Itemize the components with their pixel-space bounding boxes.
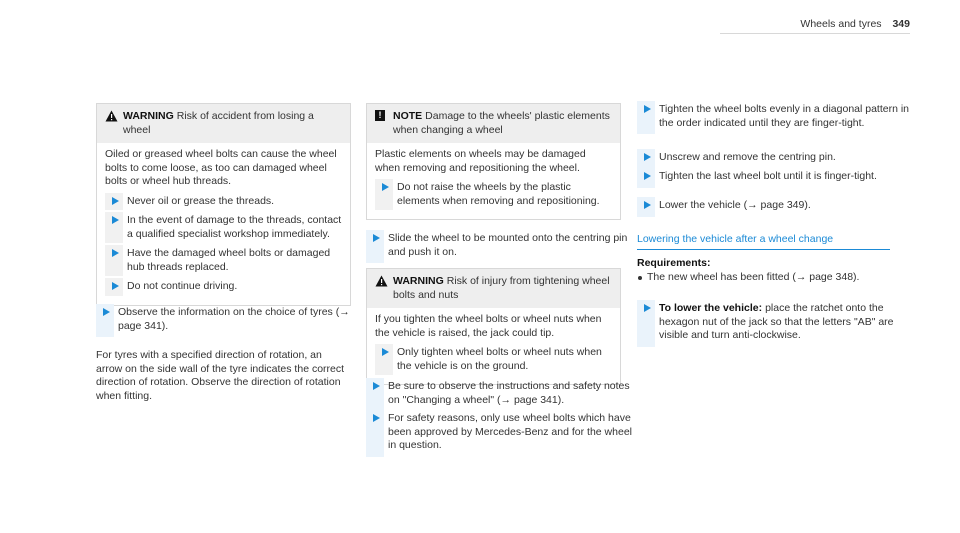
warning-body: Oiled or greased wheel bolts can cause the wheel bolts to come loose, as too can damaged wheel bolts or wheel hub threads. [105,148,337,187]
step-arrow-icon [644,304,651,312]
step-observe-tyres: Observe the information on the choice of tyres (→ page 341). [96,306,368,333]
step-remove-pin: Unscrew and remove the centring pin. [637,151,914,165]
step-arrow-icon [112,249,119,257]
note-title: Damage to the wheels' plastic elements when changing a wheel [393,110,610,136]
warning-step: Only tighten wheel bolts or wheel nuts when the vehicle is on the ground. [375,346,612,373]
note-box-plastic [366,103,621,220]
requirement-item: The new wheel has been fitted (→ page 348). [637,271,892,285]
section-name: Wheels and tyres [800,18,882,30]
note-body: Plastic elements on wheels may be damaged when removing and repositioning the wheel. [375,148,586,174]
step-arrow-icon [373,414,380,422]
warning-header [367,269,620,308]
requirements-label: Requirements: [637,257,711,269]
step-arrow-icon [644,201,651,209]
step-arrow-icon [644,153,651,161]
warning-triangle-icon [105,110,118,122]
warning-box-wheel-loss [96,103,351,306]
page-number: 349 [892,18,910,30]
step-tighten-last: Tighten the last wheel bolt until it is finger-tight. [637,170,914,184]
step-observe-safety: Be sure to observe the instructions and safety notes on "Changing a wheel" (→ page 341). [366,380,642,407]
note-header [367,104,620,143]
step-arrow-icon [373,234,380,242]
step-lower-vehicle: Lower the vehicle (→ page 349). [637,199,914,213]
warning-box-tightening [366,268,621,385]
warning-triangle-icon [375,275,388,287]
warning-header [97,104,350,143]
step-arrow-icon [112,197,119,205]
warning-step-4: Do not continue driving. [105,280,342,294]
warning-label: WARNING [393,275,444,287]
step-arrow-icon [112,282,119,290]
step-arrow-icon [373,382,380,390]
step-arrow-icon [644,105,651,113]
step-tighten-diagonal: Tighten the wheel bolts evenly in a diagonal pattern in the order indicated until they are finger-tight. [637,103,914,130]
warning-step-2: In the event of damage to the threads, contact a qualified specialist workshop immediately. [105,214,342,241]
note-label: NOTE [393,110,423,122]
step-arrow-icon [382,348,389,356]
note-exclamation-icon: ! [375,110,385,121]
section-title: Lowering the vehicle after a wheel change [637,233,834,245]
step-arrow-icon [644,172,651,180]
bullet-icon [638,276,642,280]
step-arrow-icon [112,216,119,224]
warning-step-1: Never oil or grease the threads. [105,195,342,209]
warning-body: If you tighten the wheel bolts or wheel nuts when the vehicle is raised, the jack could tip. [375,313,602,339]
warning-label: WARNING [123,110,174,122]
step-arrow-icon [382,183,389,191]
section-heading [637,233,890,250]
note-step: Do not raise the wheels by the plastic elements when removing and repositioning. [375,181,612,208]
step-arrow-icon [103,308,110,316]
step-slide-wheel: Slide the wheel to be mounted onto the centring pin and push it on. [366,232,638,259]
step-approved-bolts: For safety reasons, only use wheel bolts which have been approved by Mercedes-Benz and for the wheel in question. [366,412,642,453]
step-lower-instructions: To lower the vehicle: place the ratchet onto the hexagon nut of the jack so that the letters "AB" are visible and turn anti-clockwise. [637,302,914,343]
page-header [800,18,910,32]
rotation-paragraph: For tyres with a specified direction of rotation, an arrow on the side wall of the tyre indicates the correct direction of rotation. Observe the direction of rotation when fitting. [96,349,345,402]
warning-title: Risk of injury from tightening wheel bolts and nuts [393,275,610,301]
warning-title: Risk of accident from losing a wheel [123,110,314,136]
header-rule [720,33,910,34]
warning-step-3: Have the damaged wheel bolts or damaged hub threads replaced. [105,247,342,274]
requirements-block [637,257,892,284]
